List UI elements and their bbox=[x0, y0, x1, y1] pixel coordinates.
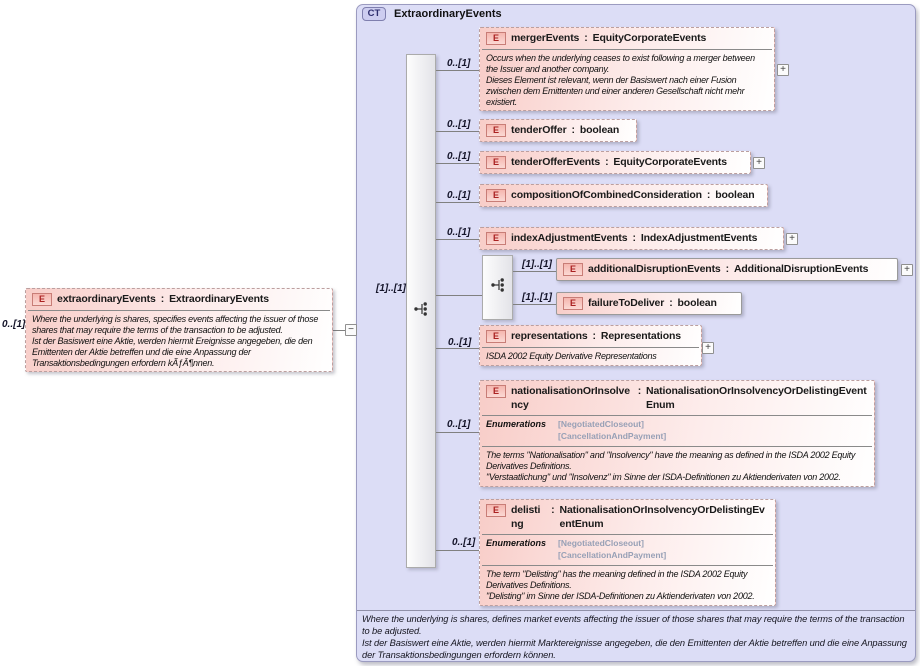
element-documentation: Where the underlying is shares, specifies events affecting the issuer of those shares that may require the terms of the transaction to be adjusted. Ist der Basiswert eine Aktie, werden hiermit Ereignisse angegeben, die den Emittenten der Aktie betreffen und die eine Anpassung der Transaktionsbedingungen erfordern kÃƒÂ¶nnen. bbox=[28, 310, 330, 372]
cardinality-label: [1]..[1] bbox=[522, 292, 552, 303]
element-badge: E bbox=[486, 330, 506, 343]
name-type-separator: : bbox=[551, 504, 555, 516]
cardinality-label: 0..[1] bbox=[447, 419, 471, 430]
element-box-mergerEvents[interactable] bbox=[479, 27, 775, 111]
element-documentation: Occurs when the underlying ceases to exist following a merger between the Issuer and another company. Dieses Element ist relevant, wenn der Basiswert nach einer Fusion zwischen dem Emittenten und einer anderen Gesellschaft nicht mehr existiert. bbox=[482, 49, 772, 111]
element-box-delisting[interactable] bbox=[479, 499, 776, 606]
connector-line bbox=[436, 163, 479, 164]
element-type: IndexAdjustmentEvents bbox=[640, 232, 758, 244]
connector-line bbox=[436, 70, 479, 71]
name-type-separator: : bbox=[706, 189, 711, 201]
element-badge: E bbox=[486, 32, 506, 45]
element-type: EquityCorporateEvents bbox=[613, 156, 727, 168]
enumeration-values: [NegotiatedCloseout] [CancellationAndPayment] bbox=[558, 419, 667, 442]
enumerations-row bbox=[482, 534, 773, 565]
connector-line bbox=[436, 202, 479, 203]
sequence-compositor-bar[interactable] bbox=[406, 54, 436, 568]
element-type: NationalisationOrInsolvencyOrDelistingEventEnum bbox=[646, 385, 867, 411]
element-name: tenderOfferEvents bbox=[511, 156, 601, 168]
element-type: boolean bbox=[677, 297, 717, 309]
cardinality-label: [1]..[1] bbox=[376, 283, 406, 294]
sequence-icon bbox=[413, 301, 429, 322]
cardinality-label: 0..[1] bbox=[448, 337, 472, 348]
element-name: mergerEvents bbox=[511, 32, 580, 44]
connector-line bbox=[513, 271, 556, 272]
expand-toggle[interactable]: + bbox=[786, 233, 798, 245]
element-badge: E bbox=[486, 385, 506, 398]
enumerations-row bbox=[482, 415, 872, 446]
complex-type-title: ExtraordinaryEvents bbox=[394, 8, 502, 20]
sequence-compositor-box[interactable] bbox=[482, 255, 513, 320]
connector-line bbox=[513, 304, 556, 305]
element-type: boolean bbox=[579, 124, 620, 136]
element-documentation: The term "Delisting" has the meaning defined in the ISDA 2002 Equity Derivatives Definitions. "Delisting" im Sinne der ISDA-Definitionen zu Aktienderivaten von 2002. bbox=[482, 565, 773, 605]
complex-type-header bbox=[362, 7, 502, 21]
element-badge: E bbox=[563, 263, 583, 276]
name-type-separator: : bbox=[605, 156, 609, 168]
element-name: delisting bbox=[511, 504, 541, 530]
element-type: Representations bbox=[600, 330, 681, 342]
sequence-icon bbox=[490, 277, 506, 298]
element-badge: E bbox=[32, 293, 52, 306]
cardinality-label: 0..[1] bbox=[447, 151, 471, 162]
element-type: AdditionalDisruptionEvents bbox=[733, 263, 869, 275]
cardinality-label: 0..[1] bbox=[452, 537, 476, 548]
name-type-separator: : bbox=[669, 297, 673, 309]
cardinality-label: 0..[1] bbox=[447, 58, 471, 69]
element-documentation: The terms "Nationalisation" and "Insolvency" have the meaning as defined in the ISDA 2002 Equity Derivatives Definitions. "Verstaatlichung" und "Insolvenz" im Sinne der ISDA-Definitionen zu Aktienderivaten von 2002. bbox=[482, 446, 872, 486]
element-type: ExtraordinaryEvents bbox=[169, 293, 269, 305]
element-badge: E bbox=[486, 124, 506, 137]
element-name: additionalDisruptionEvents bbox=[588, 263, 721, 275]
name-type-separator: : bbox=[160, 293, 165, 305]
name-type-separator: : bbox=[632, 232, 636, 244]
element-name: indexAdjustmentEvents bbox=[511, 232, 628, 244]
complex-type-documentation: Where the underlying is shares, defines market events affecting the issuer of those shares that may require the terms of the transaction to be adjusted. Ist der Basiswert eine Aktie, werden hiermit Marktereignisse angegeben, die den Emittenten der Aktie betreffen und die eine Anpassung der Transaktionsbedingungen erfordern können. bbox=[362, 614, 907, 660]
collapse-toggle[interactable]: − bbox=[345, 324, 357, 336]
expand-toggle[interactable]: + bbox=[702, 342, 714, 354]
element-documentation: ISDA 2002 Equity Derivative Representations bbox=[482, 347, 699, 365]
element-box-failureToDeliver[interactable] bbox=[556, 292, 742, 315]
element-name: representations bbox=[511, 330, 588, 342]
enumeration-values: [NegotiatedCloseout] [CancellationAndPayment] bbox=[558, 538, 667, 561]
connector-line bbox=[436, 432, 479, 433]
cardinality-label: 0..[1] bbox=[447, 119, 471, 130]
connector-line bbox=[436, 131, 479, 132]
enumerations-label: Enumerations bbox=[486, 419, 547, 430]
cardinality-label: 0..[1] bbox=[447, 190, 471, 201]
expand-toggle[interactable]: + bbox=[753, 157, 765, 169]
element-box-extraordinaryEvents[interactable] bbox=[25, 288, 333, 372]
element-type: NationalisationOrInsolvencyOrDelistingEventEnum bbox=[559, 504, 765, 530]
element-name: failureToDeliver bbox=[588, 297, 665, 309]
element-box-compositionOfCombinedConsideration[interactable] bbox=[479, 184, 768, 207]
name-type-separator: : bbox=[571, 124, 575, 136]
documentation-divider bbox=[357, 610, 915, 611]
element-name: compositionOfCombinedConsideration bbox=[511, 189, 702, 201]
element-box-indexAdjustmentEvents[interactable] bbox=[479, 227, 784, 250]
cardinality-label: 0..[1] bbox=[2, 319, 26, 330]
element-name: nationalisationOrInsolvency bbox=[511, 385, 630, 411]
name-type-separator: : bbox=[584, 32, 588, 44]
element-name: tenderOffer bbox=[511, 124, 567, 136]
connector-line bbox=[436, 348, 479, 349]
cardinality-label: 0..[1] bbox=[447, 227, 471, 238]
name-type-separator: : bbox=[637, 385, 642, 397]
element-badge: E bbox=[486, 189, 506, 202]
name-type-separator: : bbox=[592, 330, 596, 342]
element-box-representations[interactable] bbox=[479, 325, 702, 366]
element-name: extraordinaryEvents bbox=[57, 293, 156, 305]
connector-line bbox=[436, 550, 479, 551]
connector-line bbox=[436, 295, 482, 296]
element-badge: E bbox=[486, 504, 506, 517]
name-type-separator: : bbox=[725, 263, 729, 275]
element-box-additionalDisruptionEvents[interactable] bbox=[556, 258, 898, 281]
element-box-tenderOfferEvents[interactable] bbox=[479, 151, 751, 174]
expand-toggle[interactable]: + bbox=[777, 64, 789, 76]
connector-line bbox=[436, 239, 479, 240]
expand-toggle[interactable]: + bbox=[901, 264, 913, 276]
element-box-nationalisationOrInsolvency[interactable] bbox=[479, 380, 875, 487]
element-type: EquityCorporateEvents bbox=[592, 32, 707, 44]
element-badge: E bbox=[486, 232, 506, 245]
enumerations-label: Enumerations bbox=[486, 538, 547, 549]
complex-type-badge: CT bbox=[362, 7, 386, 21]
element-badge: E bbox=[563, 297, 583, 310]
element-badge: E bbox=[486, 156, 506, 169]
element-type: boolean bbox=[715, 189, 755, 201]
cardinality-label: [1]..[1] bbox=[522, 259, 552, 270]
element-box-tenderOffer[interactable] bbox=[479, 119, 637, 142]
